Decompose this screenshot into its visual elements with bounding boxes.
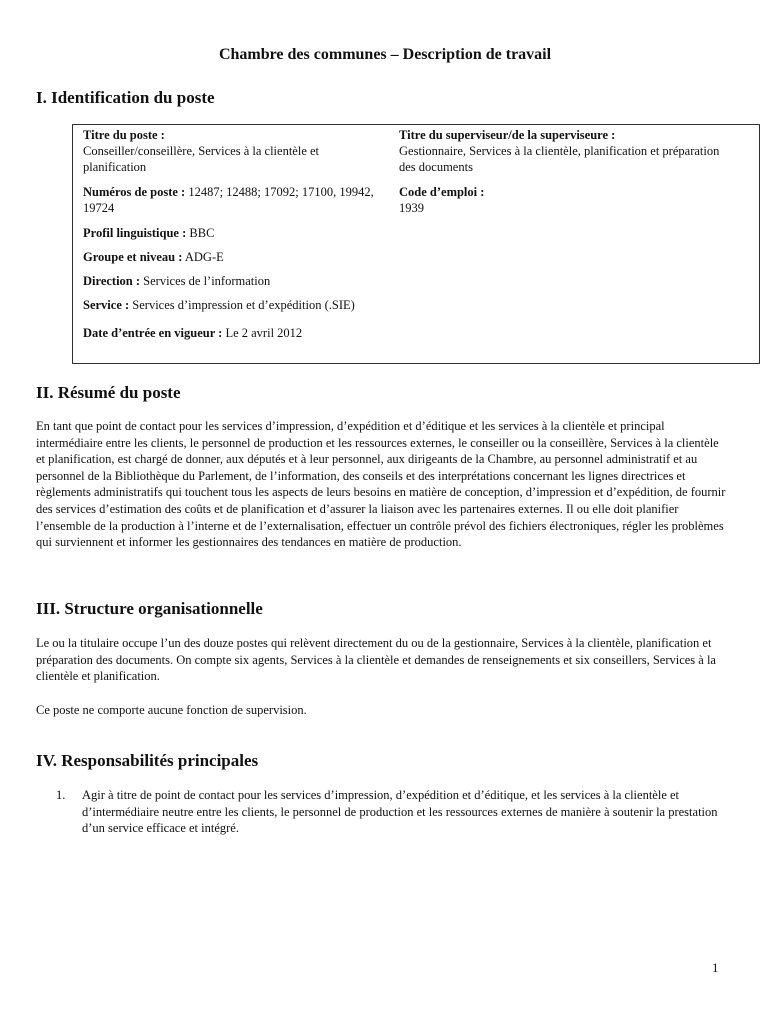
section-heading-identification: I. Identification du poste xyxy=(36,88,215,107)
field-label: Titre du superviseur/de la superviseure : xyxy=(399,128,616,142)
field-value: BBC xyxy=(189,226,215,240)
field-label: Profil linguistique : xyxy=(83,226,187,240)
section-heading-responsabilites: IV. Responsabilités principales xyxy=(36,751,259,770)
field-label: Titre du poste : xyxy=(83,128,165,142)
list-item-number: 1. xyxy=(56,788,66,802)
section-heading-resume: II. Résumé du poste xyxy=(36,383,181,402)
field-label: Numéros de poste : xyxy=(83,185,186,199)
field-profil-linguistique xyxy=(83,225,383,241)
field-label: Service : xyxy=(83,298,130,312)
field-titre-du-poste xyxy=(83,127,383,175)
field-value: Le 2 avril 2012 xyxy=(225,326,303,340)
field-date-entree-en-vigueur xyxy=(83,325,383,341)
identification-table xyxy=(72,124,760,364)
field-value: Services de l’information xyxy=(143,274,271,288)
field-label: Code d’emploi : xyxy=(399,185,485,199)
identification-right-column xyxy=(399,127,739,225)
supervision-paragraph: Ce poste ne comporte aucune fonction de supervision. xyxy=(36,703,307,717)
field-label: Groupe et niveau : xyxy=(83,250,183,264)
field-value: ADG-E xyxy=(184,250,224,264)
field-value: Services d’impression et d’expédition (.SIE) xyxy=(132,298,355,312)
field-direction xyxy=(83,273,383,289)
field-numeros-de-poste xyxy=(83,184,383,216)
page-number: 1 xyxy=(712,960,719,975)
structure-paragraph: Le ou la titulaire occupe l’un des douze postes qui relèvent directement du ou de la gestionnaire, Services à la clientèle, planification et préparation des documents. On compte six agents, Services à la clientèle et demandes de renseignements et six conseillers, Services à la clientèle et planification. xyxy=(36,636,716,684)
resume-paragraph: En tant que point de contact pour les services d’impression, d’expédition et d’éditique et les services à la clientèle et principal intermédiaire entre les clients, le personnel de production et les ressources externes, le conseiller ou la conseillère, Services à la clientèle et planification, est chargé de donner, aux députés et à leur personnel, aux dirigeants de la Chambre, au personnel administratif et au personnel de la Bibliothèque du Parlement, de l’information, des conseils et des interprétations concernant les lignes directrices et règlements administratifs qui touchent tous les aspects de leurs besoins en matière de conception, d’impression et d’expédition, de fournir des services d’estimation des coûts et de planification et d’assurer la liaison avec les partenaires externes. Il ou elle doit planifier l’ensemble de la production à l’interne et de l’externalisation, effectuer un contrôle prévol des fichiers électroniques, régler les problèmes qui surviennent et informer les gestionnaires des tendances en matière de production. xyxy=(36,419,726,550)
field-label: Date d’entrée en vigueur : xyxy=(83,326,223,340)
field-value: 1939 xyxy=(399,201,424,215)
document-title: Chambre des communes – Description de travail xyxy=(218,46,552,63)
identification-left-column xyxy=(83,127,383,350)
field-groupe-et-niveau xyxy=(83,249,383,265)
field-label: Direction : xyxy=(83,274,141,288)
list-item-text: Agir à titre de point de contact pour les services d’impression, d’expédition et d’éditique, et les services à la clientèle et d’intermédiaire neutre entre les clients, le personnel de production et les ressources externes de manière à soutenir la prestation d’un service efficace et intégré. xyxy=(82,788,718,836)
section-heading-structure: III. Structure organisationnelle xyxy=(36,599,263,618)
responsibilities-list xyxy=(56,787,726,837)
field-value: Conseiller/conseillère, Services à la clientèle et planification xyxy=(83,144,320,174)
field-value: Gestionnaire, Services à la clientèle, planification et préparation des documents xyxy=(399,144,720,174)
field-service xyxy=(83,297,383,313)
field-code-emploi xyxy=(399,184,739,216)
field-value: 12487; 12488; 17092; 17100, 19942, 19724 xyxy=(83,185,374,215)
list-item xyxy=(56,787,726,837)
field-titre-superviseur xyxy=(399,127,739,175)
